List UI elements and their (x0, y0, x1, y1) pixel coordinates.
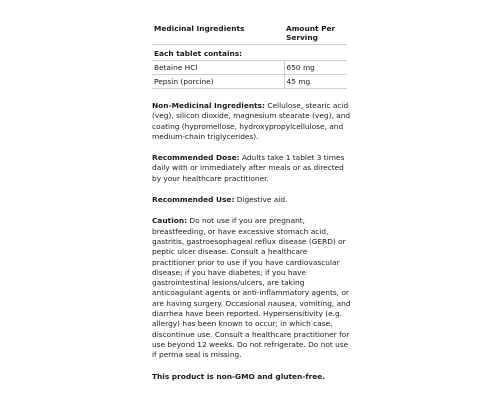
product-label (152, 22, 352, 382)
non-medicinal-label: Non-Medicinal Ingredients: (152, 101, 265, 110)
caution-label: Caution: (152, 216, 188, 226)
header-medicinal-ingredients: Medicinal Ingredients (152, 22, 284, 45)
recommended-dose (152, 153, 352, 184)
recommended-use-label: Recommended Use: (152, 195, 235, 205)
table-header-row (152, 22, 347, 45)
recommended-dose-label: Recommended Dose: (152, 153, 240, 163)
table-row (152, 75, 347, 89)
header-amount-line2: Serving (286, 33, 318, 42)
ingredient-amount: 650 mg (284, 61, 347, 75)
ingredient-name: Pepsin (porcine) (152, 75, 284, 89)
recommended-dose-text: Adults take 1 tablet 3 times daily with or immediately after meals or as directed by your healthcare practitioner. (152, 153, 345, 183)
non-medicinal-text: Cellulose, stearic acid (veg), silicon dioxide, magnesium stearate (veg), and coating (hypromellose, hydroxypropylcellulose, and medium-chain triglycerides). (152, 101, 351, 141)
ingredient-amount: 45 mg (284, 75, 347, 89)
caution (152, 216, 352, 360)
ingredient-name: Betaine HCl (152, 61, 284, 75)
table-subheader-row (152, 45, 347, 61)
each-tablet-contains: Each tablet contains: (152, 45, 347, 61)
header-amount-per-serving (284, 22, 347, 45)
recommended-use-text: Digestive aid. (234, 195, 288, 205)
non-gmo-statement: This product is non-GMO and gluten-free. (152, 371, 326, 381)
ingredients-table (152, 22, 347, 89)
header-amount-line1: Amount Per (286, 24, 336, 33)
non-medicinal-ingredients (152, 101, 352, 142)
table-row (152, 61, 347, 75)
recommended-use (152, 195, 352, 205)
caution-text: Do not use if you are pregnant, breastfeeding, or have excessive stomach acid, gastritis, gastroesophageal reflux disease (GERD) or peptic ulcer disease. Consult a healthcare practitioner prior to use if you have cardiovascular disease; if you have diabetes; if you have gastrointestinal lesions/ulcers, are taking anticoagulant agents or anti-inflammatory agents, or are having surgery. Occasional nausea, vomiting, and diarrhea have been reported. Hypersensitivity (e.g. allergy) has been known to occur; in which case, discontinue use. Consult a healthcare practitioner for use beyond 12 weeks. Do not refrigerate. Do not use if perma seal is missing. (152, 216, 351, 360)
